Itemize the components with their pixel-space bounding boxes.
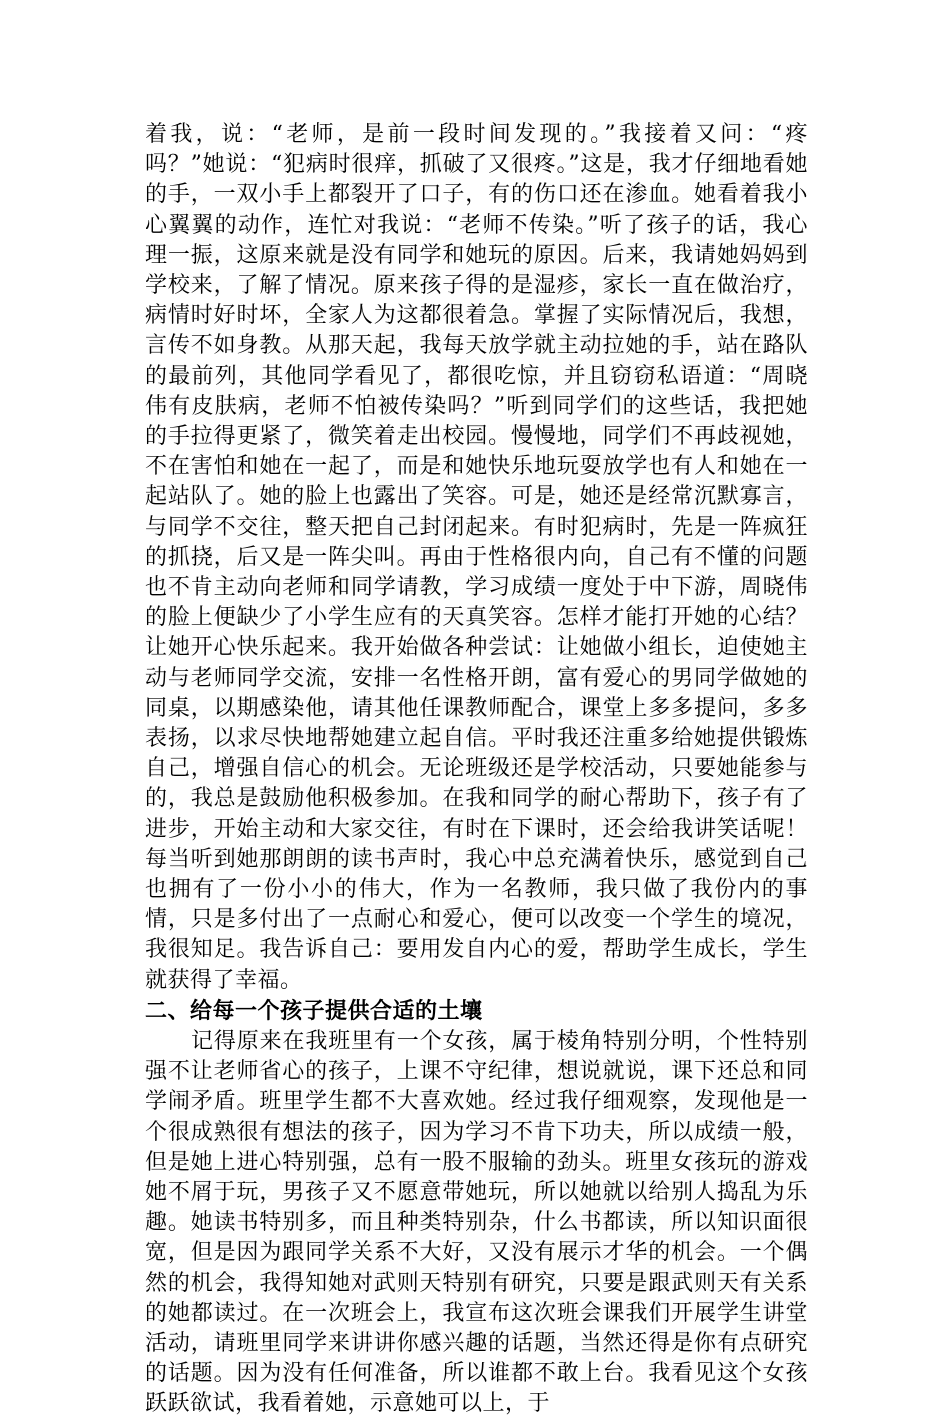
body-paragraph-1: 着我，说：“老师，是前一段时间发现的。”我接着又问：“疼吗？”她说：“犯病时很痒，抓破了又很疼。”这是，我才仔细地看她的手，一双小手上都裂开了口子，有的伤口还在渗血。她看着我小心翼翼的动作，连忙对我说：“老师不传染。”听了孩子的话，我心理一振，这原来就是没有同学和她玩的原因。后来，我请她妈妈到学校来，了解了情况。原来孩子得的是湿疹，家长一直在做治疗，病情时好时坏，全家人为这都很着急。掌握了实际情况后，我想，言传不如身教。从那天起，我每天放学就主动拉她的手，站在路队的最前列，其他同学看见了，都很吃惊，并且窃窃私语道：“周晓伟有皮肤病，老师不怕被传染吗？”听到同学们的这些话，我把她的手拉得更紧了，微笑着走出校园。慢慢地，同学们不再歧视她，不在害怕和她在一起了，而是和她快乐地玩耍放学也有人和她在一起站队了。她的脸上也露出了笑容。可是，她还是经常沉默寡言，与同学不交往，整天把自己封闭起来。有时犯病时，先是一阵疯狂的抓挠，后又是一阵尖叫。再由于性格很内向，自己有不懂的问题也不肯主动向老师和同学请教，学习成绩一度处于中下游，周晓伟的脸上便缺少了小学生应有的天真笑容。怎样才能打开她的心结？让她开心快乐起来。我开始做各种尝试：让她做小组长，迫使她主动与老师同学交流，安排一名性格开朗，富有爱心的男同学做她的同桌，以期感染他，请其他任课教师配合，课堂上多多提问，多多表扬，以求尽快地帮她建立起自信。平时我还注重多给她提供锻炼自己，增强自信心的机会。无论班级还是学校活动，只要她能参与的，我总是鼓励他积极参加。在我和同学的耐心帮助下，孩子有了进步，开始主动和大家交往，有时在下课时，还会给我讲笑话呢！每当听到她那朗朗的读书声时，我心中总充满着快乐，感觉到自己也拥有了一份小小的伟大，作为一名教师，我只做了我份内的事情，只是多付出了一点耐心和爱心，便可以改变一个学生的境况，我很知足。我告诉自己：要用发自内心的爱，帮助学生成长，学生就获得了幸福。: [145, 122, 808, 993]
body-paragraph-2: 记得原来在我班里有一个女孩，属于棱角特别分明，个性特别强不让老师省心的孩子，上课不守纪律，想说就说，课下还总和同学闹矛盾。班里学生都不大喜欢她。经过我仔细观察，发现他是一个很成熟很有想法的孩子，因为学习不肯下功夫，所以成绩一般，但是她上进心特别强，总有一股不服输的劲头。班里女孩玩的游戏她不屑于玩，男孩子又不愿意带她玩，所以她就以给别人捣乱为乐趣。她读书特别多，而且种类特别杂，什么书都读，所以知识面很宽，但是因为跟同学关系不大好，又没有展示才华的机会。一个偶然的机会，我得知她对武则天特别有研究，只要是跟武则天有关系的她都读过。在一次班会上，我宣布这次班会课我们开展学生讲堂活动，请班里同学来讲讲你感兴趣的话题，当然还得是你有点研究的话题。因为没有任何准备，所以谁都不敢上台。我看见这个女孩跃跃欲试，我看着她，示意她可以上，于: [145, 1028, 808, 1417]
document-page: [145, 120, 808, 1420]
section-heading-2: 二、给每一个孩子提供合适的土壤: [145, 998, 483, 1024]
